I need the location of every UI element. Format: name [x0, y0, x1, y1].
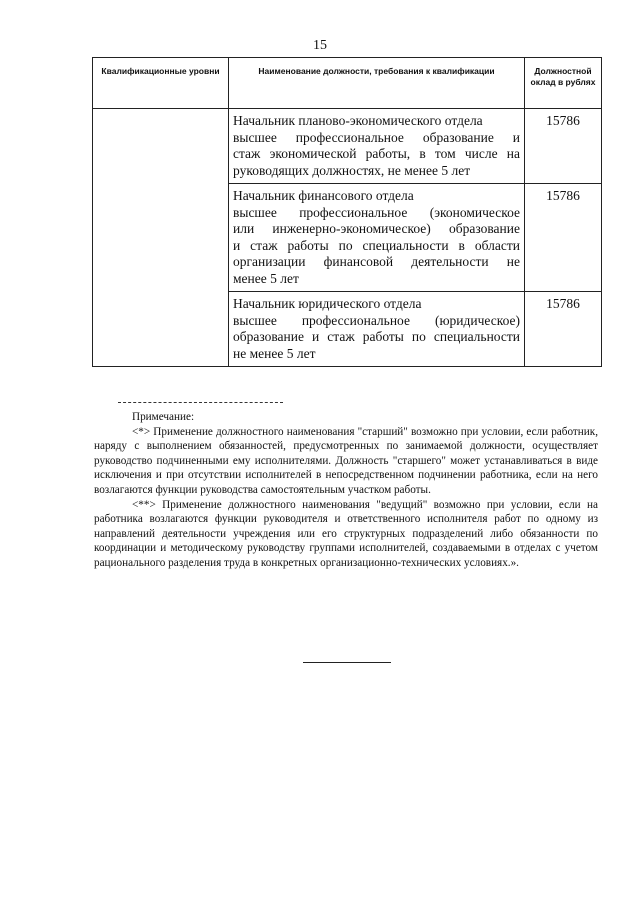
requirement-line: и стаж работы по специальности в области	[233, 237, 520, 253]
qualification-table	[92, 57, 602, 367]
position-cell	[229, 292, 525, 367]
position-cell	[229, 109, 525, 184]
salary-cell: 15786	[525, 184, 602, 292]
requirement-line: стаж экономической работы, в том числе на	[233, 146, 520, 161]
notes-section	[94, 410, 598, 571]
note-leading: <**> Применение должностного наименования "ведущий" возможно при условии, если на работника возлагаются функции руководителя и ответственного исполнителя работ по одному из направлений деятельности учреждения или его структурных подразделений либо обязанности по координации и методическому руководству группами исполнителей, создаваемыми в отделах с учетом рационального разделения труда в конкретных организационно-технических условиях.».	[94, 498, 598, 569]
requirement-line: высшее профессиональное образование и	[233, 129, 520, 145]
notes-heading: Примечание:	[132, 411, 195, 423]
end-line	[303, 662, 391, 663]
position-cell	[229, 184, 525, 292]
page-number: 15	[313, 38, 327, 53]
requirement-line: руководящих должностях, не менее 5 лет	[233, 162, 471, 178]
position-title: Начальник финансового отдела	[233, 188, 414, 203]
header-position-requirements: Наименование должности, требования к квалификации	[229, 58, 525, 109]
footnote-separator	[118, 402, 283, 403]
table-header-row	[93, 58, 602, 109]
note-senior: <*> Применение должностного наименования "старший" возможно при условии, если работник, наряду с выполнением обязанностей, предусмотренных по занимаемой должности, осуществляет руководство подчиненными ему исполнителями. Должность "старшего" может устанавливаться в виде исключения и при отсутствии исполнителей в непосредственном подчинении работника, если на него возлагаются функции руководства самостоятельным участком работы.	[94, 425, 598, 496]
header-salary: Должностной оклад в рублях	[525, 58, 602, 109]
requirement-line: образование и стаж работы по специальности	[233, 329, 520, 344]
header-qualification-levels: Квалификационные уровни	[93, 58, 229, 109]
requirement-line: менее 5 лет	[233, 270, 299, 286]
requirement-line: высшее профессиональное (юридическое)	[233, 312, 520, 328]
position-title: Начальник юридического отдела	[233, 296, 422, 311]
requirement-line: высшее профессиональное (экономическое	[233, 204, 520, 220]
table-row	[93, 109, 602, 184]
salary-cell: 15786	[525, 292, 602, 367]
qualification-level-cell	[93, 109, 229, 367]
requirement-line: организации финансовой деятельности не	[233, 254, 520, 269]
requirement-line: или инженерно-экономическое) образование	[233, 221, 520, 236]
salary-cell: 15786	[525, 109, 602, 184]
requirement-line: не менее 5 лет	[233, 345, 316, 361]
position-title: Начальник планово-экономического отдела	[233, 113, 483, 128]
